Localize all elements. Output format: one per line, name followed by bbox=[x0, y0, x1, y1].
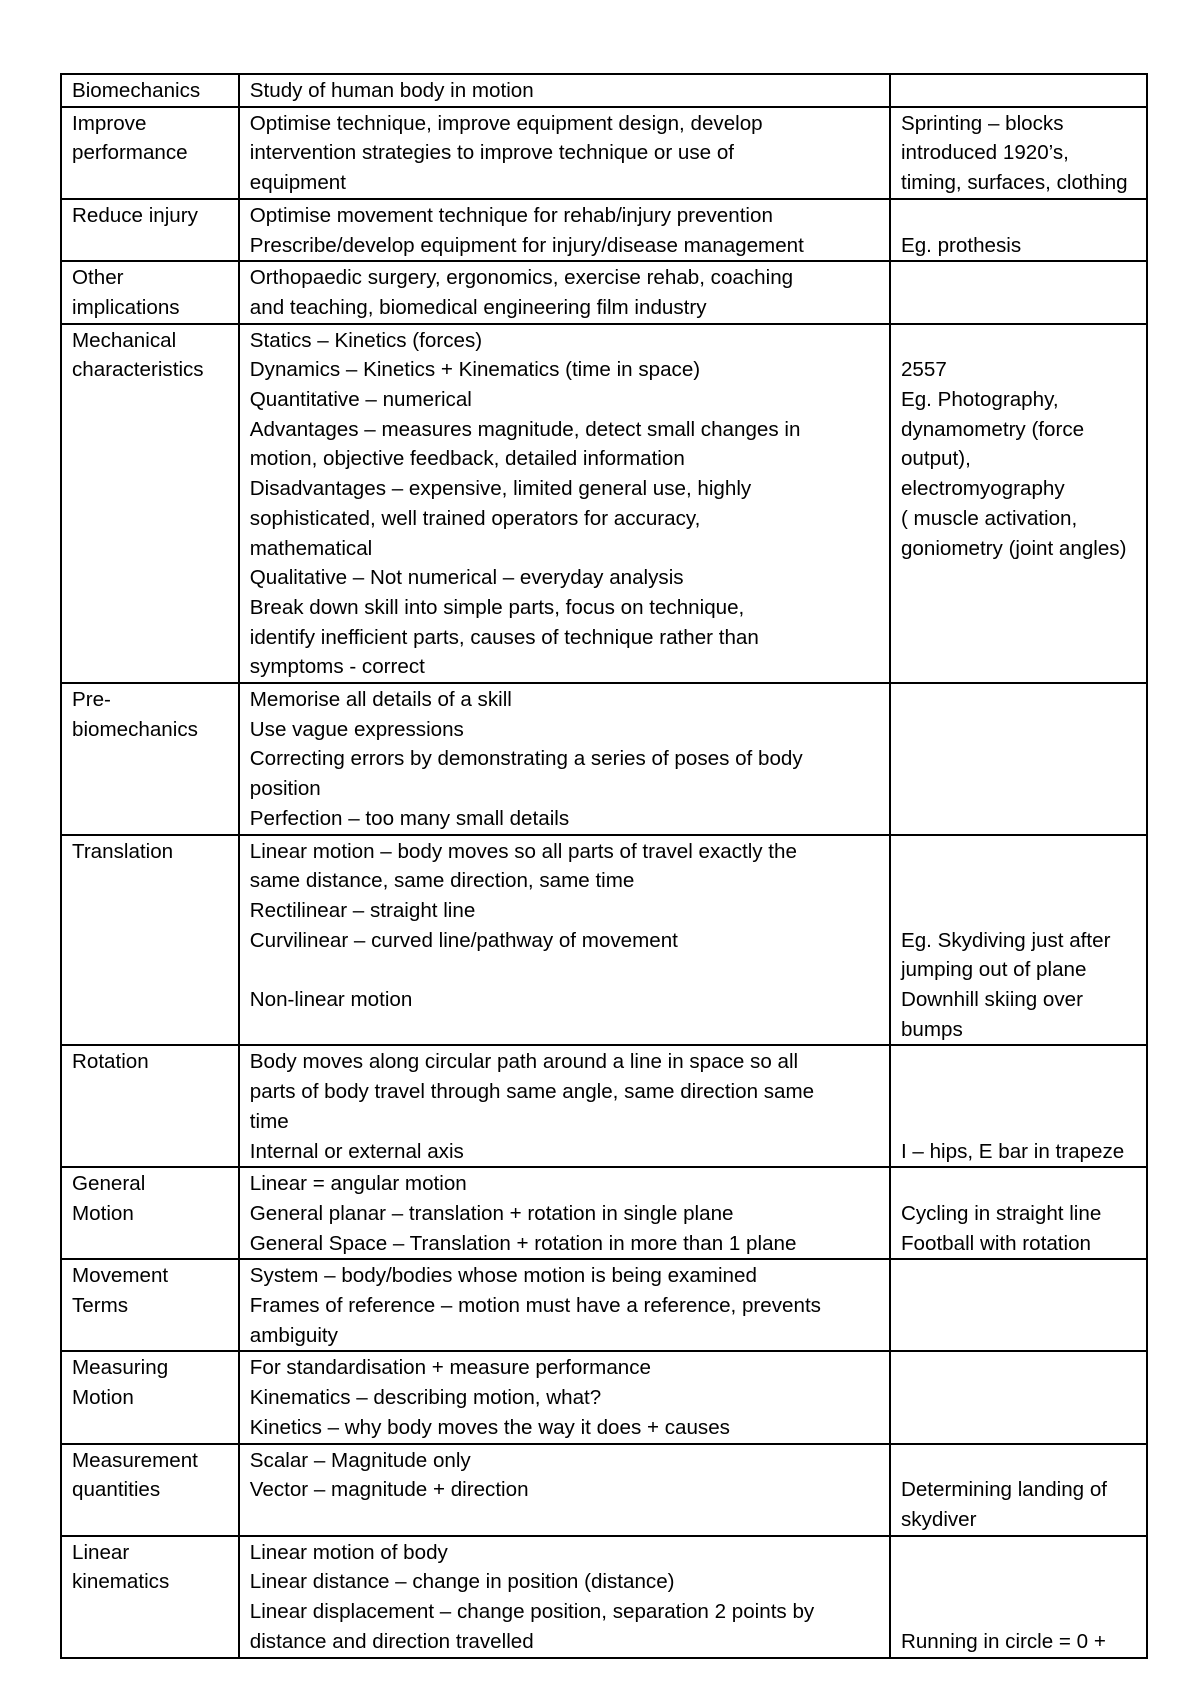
description-line: time bbox=[249, 1109, 289, 1133]
description-line: Internal or external axis bbox=[249, 1139, 464, 1163]
table-row bbox=[61, 199, 1147, 261]
example-cell bbox=[890, 199, 1147, 261]
table-row bbox=[61, 1536, 1147, 1658]
example-line: Determining landing of bbox=[900, 1478, 1108, 1502]
description-line: parts of body travel through same angle, same direction same bbox=[249, 1080, 815, 1104]
term-cell bbox=[61, 261, 239, 323]
description-line: Curvilinear – curved line/pathway of movement bbox=[249, 928, 678, 952]
term-line: quantities bbox=[72, 1478, 161, 1502]
term-cell bbox=[61, 1259, 239, 1351]
description-line: symptoms - correct bbox=[249, 655, 425, 679]
description-cell bbox=[239, 1045, 890, 1167]
term-cell bbox=[61, 1536, 239, 1658]
table-row bbox=[61, 1351, 1147, 1443]
description-line: General planar – translation + rotation in single plane bbox=[249, 1201, 734, 1225]
example-line: skydiver bbox=[900, 1507, 977, 1531]
example-line bbox=[901, 263, 1137, 293]
example-line bbox=[901, 1538, 1137, 1568]
term-cell bbox=[61, 835, 239, 1046]
example-line bbox=[901, 1169, 1137, 1199]
description-cell bbox=[239, 74, 890, 107]
description-line: mathematical bbox=[249, 536, 373, 560]
table-row bbox=[61, 324, 1147, 683]
description-line: intervention strategies to improve technique or use of bbox=[249, 141, 735, 165]
example-line bbox=[901, 1567, 1137, 1597]
example-line bbox=[901, 201, 1137, 231]
description-line: For standardisation + measure performance bbox=[249, 1356, 651, 1380]
description-line: position bbox=[249, 777, 321, 801]
description-line: and teaching, biomedical engineering film industry bbox=[249, 295, 707, 319]
term-line: kinematics bbox=[72, 1570, 170, 1594]
description-line: Kinematics – describing motion, what? bbox=[249, 1386, 602, 1410]
description-line: motion, objective feedback, detailed information bbox=[249, 447, 685, 471]
example-line: 2557 bbox=[900, 358, 947, 382]
term-line: Linear bbox=[72, 1540, 130, 1564]
description-line: Linear distance – change in position (distance) bbox=[249, 1570, 675, 1594]
term-line: Terms bbox=[72, 1294, 129, 1318]
term-cell bbox=[61, 1045, 239, 1167]
term-cell bbox=[61, 74, 239, 107]
description-line: Optimise movement technique for rehab/injury prevention bbox=[249, 203, 773, 227]
description-line: Linear motion – body moves so all parts of travel exactly the bbox=[249, 839, 797, 863]
table-row bbox=[61, 1259, 1147, 1351]
term-line: Measuring bbox=[72, 1356, 169, 1380]
description-line: Optimise technique, improve equipment design, develop bbox=[249, 111, 763, 135]
description-line: Orthopaedic surgery, ergonomics, exercise rehab, coaching bbox=[249, 266, 794, 290]
description-line: Perfection – too many small details bbox=[249, 806, 570, 830]
example-cell bbox=[890, 1536, 1147, 1658]
term-cell bbox=[61, 324, 239, 683]
description-line: sophisticated, well trained operators for accuracy, bbox=[249, 506, 701, 530]
term-line: Rotation bbox=[72, 1050, 149, 1074]
description-cell bbox=[239, 1167, 890, 1259]
term-cell bbox=[61, 1351, 239, 1443]
example-line: Eg. Skydiving just after bbox=[900, 928, 1111, 952]
term-cell bbox=[61, 199, 239, 261]
description-cell bbox=[239, 683, 890, 835]
table-row bbox=[61, 835, 1147, 1046]
example-line bbox=[901, 1446, 1137, 1476]
biomechanics-notes-table bbox=[60, 73, 1148, 1659]
description-cell bbox=[239, 1259, 890, 1351]
description-line: Linear displacement – change position, separation 2 points by bbox=[249, 1600, 815, 1624]
term-cell bbox=[61, 1167, 239, 1259]
example-line bbox=[901, 76, 1137, 106]
term-line: Other bbox=[72, 266, 124, 290]
document-page bbox=[60, 73, 1148, 1659]
description-line: identify inefficient parts, causes of technique rather than bbox=[249, 625, 759, 649]
table-row bbox=[61, 74, 1147, 107]
example-line: Eg. Photography, bbox=[900, 388, 1059, 412]
term-line: Translation bbox=[72, 839, 174, 863]
example-line bbox=[901, 837, 1137, 867]
term-line: Improve bbox=[72, 111, 147, 135]
description-line: Vector – magnitude + direction bbox=[249, 1478, 529, 1502]
table-row bbox=[61, 683, 1147, 835]
example-line bbox=[901, 896, 1137, 926]
example-cell bbox=[890, 683, 1147, 835]
example-line: Football with rotation bbox=[900, 1231, 1091, 1255]
term-line: Mechanical bbox=[72, 328, 177, 352]
example-line bbox=[901, 1107, 1137, 1137]
example-line: ( muscle activation, bbox=[900, 506, 1078, 530]
example-cell bbox=[890, 835, 1147, 1046]
term-cell bbox=[61, 107, 239, 199]
example-line: jumping out of plane bbox=[900, 958, 1087, 982]
description-line: Frames of reference – motion must have a reference, prevents bbox=[249, 1294, 821, 1318]
example-line bbox=[901, 1353, 1137, 1383]
term-line: Movement bbox=[72, 1264, 169, 1288]
description-line: Body moves along circular path around a line in space so all bbox=[249, 1050, 799, 1074]
example-cell bbox=[890, 1167, 1147, 1259]
description-cell bbox=[239, 261, 890, 323]
example-line: Cycling in straight line bbox=[900, 1201, 1102, 1225]
description-line: Break down skill into simple parts, focus on technique, bbox=[249, 595, 745, 619]
table-row bbox=[61, 1444, 1147, 1536]
example-line: timing, surfaces, clothing bbox=[900, 171, 1128, 195]
description-line: Use vague expressions bbox=[249, 717, 464, 741]
example-cell bbox=[890, 1045, 1147, 1167]
example-line bbox=[901, 1597, 1137, 1627]
term-line: implications bbox=[72, 295, 180, 319]
description-cell bbox=[239, 107, 890, 199]
example-cell bbox=[890, 1444, 1147, 1536]
description-line: Prescribe/develop equipment for injury/disease management bbox=[249, 233, 804, 257]
table-row bbox=[61, 1167, 1147, 1259]
example-line bbox=[901, 326, 1137, 356]
description-line: ambiguity bbox=[249, 1323, 338, 1347]
example-line: electromyography bbox=[900, 477, 1065, 501]
example-cell bbox=[890, 74, 1147, 107]
table-row bbox=[61, 107, 1147, 199]
description-line: Quantitative – numerical bbox=[249, 388, 472, 412]
description-cell bbox=[239, 199, 890, 261]
table-body bbox=[61, 74, 1147, 1658]
description-line bbox=[250, 955, 880, 985]
example-line: I – hips, E bar in trapeze bbox=[900, 1139, 1125, 1163]
description-line: Linear = angular motion bbox=[249, 1172, 467, 1196]
example-cell bbox=[890, 324, 1147, 683]
term-cell bbox=[61, 1444, 239, 1536]
term-line: performance bbox=[72, 141, 188, 165]
example-cell bbox=[890, 1259, 1147, 1351]
table-row bbox=[61, 1045, 1147, 1167]
term-cell bbox=[61, 683, 239, 835]
example-line bbox=[901, 685, 1137, 715]
description-line: same distance, same direction, same time bbox=[249, 869, 635, 893]
description-line: Linear motion of body bbox=[249, 1540, 448, 1564]
term-line: Biomechanics bbox=[72, 79, 201, 102]
example-cell bbox=[890, 107, 1147, 199]
description-line: Non-linear motion bbox=[249, 988, 413, 1012]
description-line: Study of human body in motion bbox=[249, 79, 534, 102]
description-line: Memorise all details of a skill bbox=[249, 688, 512, 712]
term-line: Pre- bbox=[72, 688, 111, 712]
description-line: Scalar – Magnitude only bbox=[249, 1448, 471, 1472]
example-line bbox=[901, 1047, 1137, 1077]
term-line: characteristics bbox=[72, 358, 204, 382]
term-line: biomechanics bbox=[72, 717, 198, 741]
example-line bbox=[901, 866, 1137, 896]
description-line: Disadvantages – expensive, limited general use, highly bbox=[249, 477, 752, 501]
example-line: Downhill skiing over bbox=[900, 988, 1083, 1012]
description-cell bbox=[239, 1444, 890, 1536]
term-line: Motion bbox=[72, 1201, 134, 1225]
description-line: General Space – Translation + rotation in more than 1 plane bbox=[249, 1231, 797, 1255]
example-line: output), bbox=[900, 447, 971, 471]
term-line: Measurement bbox=[72, 1448, 198, 1472]
description-cell bbox=[239, 835, 890, 1046]
example-line: bumps bbox=[900, 1017, 963, 1041]
example-line: dynamometry (force bbox=[900, 417, 1085, 441]
example-line: Running in circle = 0 + bbox=[900, 1629, 1106, 1653]
description-line: Kinetics – why body moves the way it does + causes bbox=[249, 1415, 730, 1439]
term-line: General bbox=[72, 1172, 146, 1196]
description-line: Dynamics – Kinetics + Kinematics (time in space) bbox=[249, 358, 701, 382]
example-line: Sprinting – blocks bbox=[900, 111, 1064, 135]
example-cell bbox=[890, 1351, 1147, 1443]
example-line: goniometry (joint angles) bbox=[900, 536, 1127, 560]
table-row bbox=[61, 261, 1147, 323]
description-cell bbox=[239, 324, 890, 683]
term-line: Motion bbox=[72, 1386, 134, 1410]
description-line: equipment bbox=[249, 171, 346, 195]
description-cell bbox=[239, 1351, 890, 1443]
description-line: System – body/bodies whose motion is being examined bbox=[249, 1264, 757, 1288]
description-line: Qualitative – Not numerical – everyday analysis bbox=[249, 566, 684, 590]
description-line: Correcting errors by demonstrating a series of poses of body bbox=[249, 747, 803, 771]
example-line bbox=[901, 1077, 1137, 1107]
example-cell bbox=[890, 261, 1147, 323]
description-line: Rectilinear – straight line bbox=[249, 898, 476, 922]
term-line: Reduce injury bbox=[72, 203, 198, 227]
description-line: Advantages – measures magnitude, detect small changes in bbox=[249, 417, 801, 441]
example-line: introduced 1920’s, bbox=[900, 141, 1069, 165]
description-line: Statics – Kinetics (forces) bbox=[249, 328, 483, 352]
description-line: distance and direction travelled bbox=[249, 1629, 534, 1653]
example-line bbox=[901, 1261, 1137, 1291]
description-cell bbox=[239, 1536, 890, 1658]
example-line: Eg. prothesis bbox=[900, 233, 1022, 257]
